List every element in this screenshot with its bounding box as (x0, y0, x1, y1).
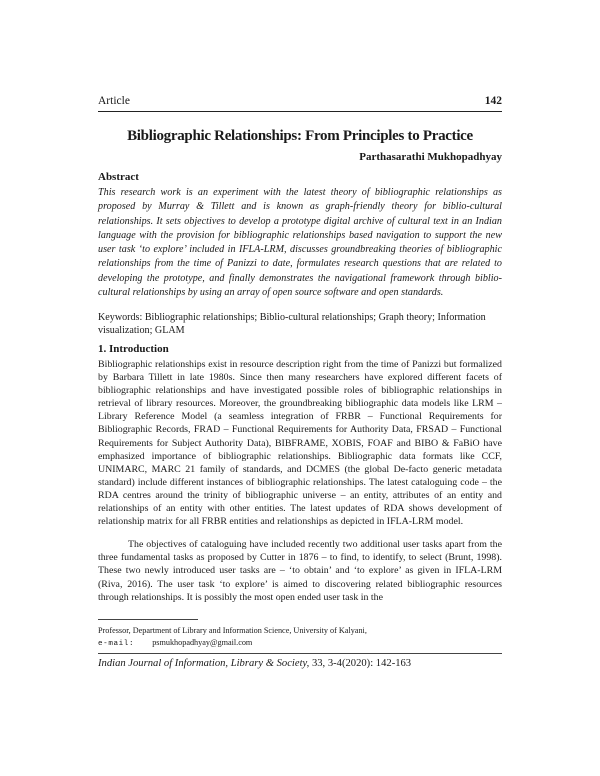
journal-divider (98, 653, 502, 654)
footnote (98, 625, 502, 650)
author-name: Parthasarathi Mukhopadhyay (359, 151, 502, 163)
running-header (98, 95, 502, 107)
author-affiliation: Professor, Department of Library and Information Science, University of Kalyani, (98, 626, 367, 635)
introduction-body (98, 358, 502, 604)
abstract-heading: Abstract (98, 171, 139, 183)
journal-volume-issue: 33, 3-4(2020): (311, 658, 374, 669)
journal-name: Indian Journal of Information, Library & Society, (98, 658, 310, 669)
body-paragraph: The objectives of cataloguing have included recently two additional user tasks apart from the three fundamental tasks as proposed by Cutter in 1876 – to find, to identify, to select (Brunt, 1998). These two newly introduced user tasks are – ‘to obtain’ and ‘to explore’ as given in IFLA-LRM (Riva, 2016). The user task ‘to explore’ is aimed to discovering related bibliographic resources through relationships. It is possibly the most open ended user task in the (98, 539, 502, 603)
author-email-line (98, 637, 502, 650)
article-label: Article (98, 95, 130, 107)
body-paragraph: Bibliographic relationships exist in resource description right from the time of Panizzi but formalized by Barbara Tillett in late 1980s. Since then many researchers have explored different facets of bibliographic relationships and have investigated possible roles of bibliographic relationships in retrieval of library resources. Moreover, the groundbreaking bibliographic data models like LRM – Library Reference Model (a seamless integration of FRBR – Functional Requirements for Bibliographic Records, FRAD – Functional Requirements for Authority Data, FRSAD – Functional Requirements for Subject Authority Data), BIBFRAME, XOBIS, FOAF and BIBO & FaBiO have emphasized importance of bibliographic relationships. Bibliographic data formats like CCF, UNIMARC, MARC 21 family of standards, and DCMES (the global De-facto generic metadata standard) include different instances of bibliographic relationships. The latest cataloguing code – the RDA centres around the trinity of bibliographic universe – an entity, attributes of an entity and relationships of an entity with other entities. The latest updates of RDA shows development of relationship matrix for all FRBR entities and relationships as depicted in IFLA-LRM model. (98, 359, 502, 528)
abstract-text: This research work is an experiment with the latest theory of bibliographic relationships as proposed by Murray & Tillett and is known as graph-friendly theory for biblio-cultural relationships. It sets objectives to develop a prototype digital archive of cultural text in an Indian language with the provision for bibliographic relationships based navigation to support the new user task ‘to explore’ included in IFLA-LRM, discusses groundbreaking theories of bibliographic relationships from the time of Panizzi to date, formulates research questions that are related to developing the prototype, and finally demonstrates the navigational framework through biblio-cultural relationships by using an array of open source software and open standards. (98, 187, 502, 299)
keywords: Keywords: Bibliographic relationships; Biblio-cultural relationships; Graph theory; Information visualization; GLAM (98, 312, 486, 336)
journal-pages: 142-163 (375, 658, 412, 669)
section-heading-introduction: 1. Introduction (98, 343, 169, 355)
journal-citation (98, 658, 502, 669)
header-divider (98, 111, 502, 112)
email-label: e-mail: (98, 640, 135, 648)
footnote-divider (98, 619, 198, 620)
page-number: 142 (484, 95, 502, 107)
author-email[interactable]: psmukhopadhyay@gmail.com (152, 638, 253, 647)
article-title: Bibliographic Relationships: From Principles to Practice (127, 128, 473, 144)
